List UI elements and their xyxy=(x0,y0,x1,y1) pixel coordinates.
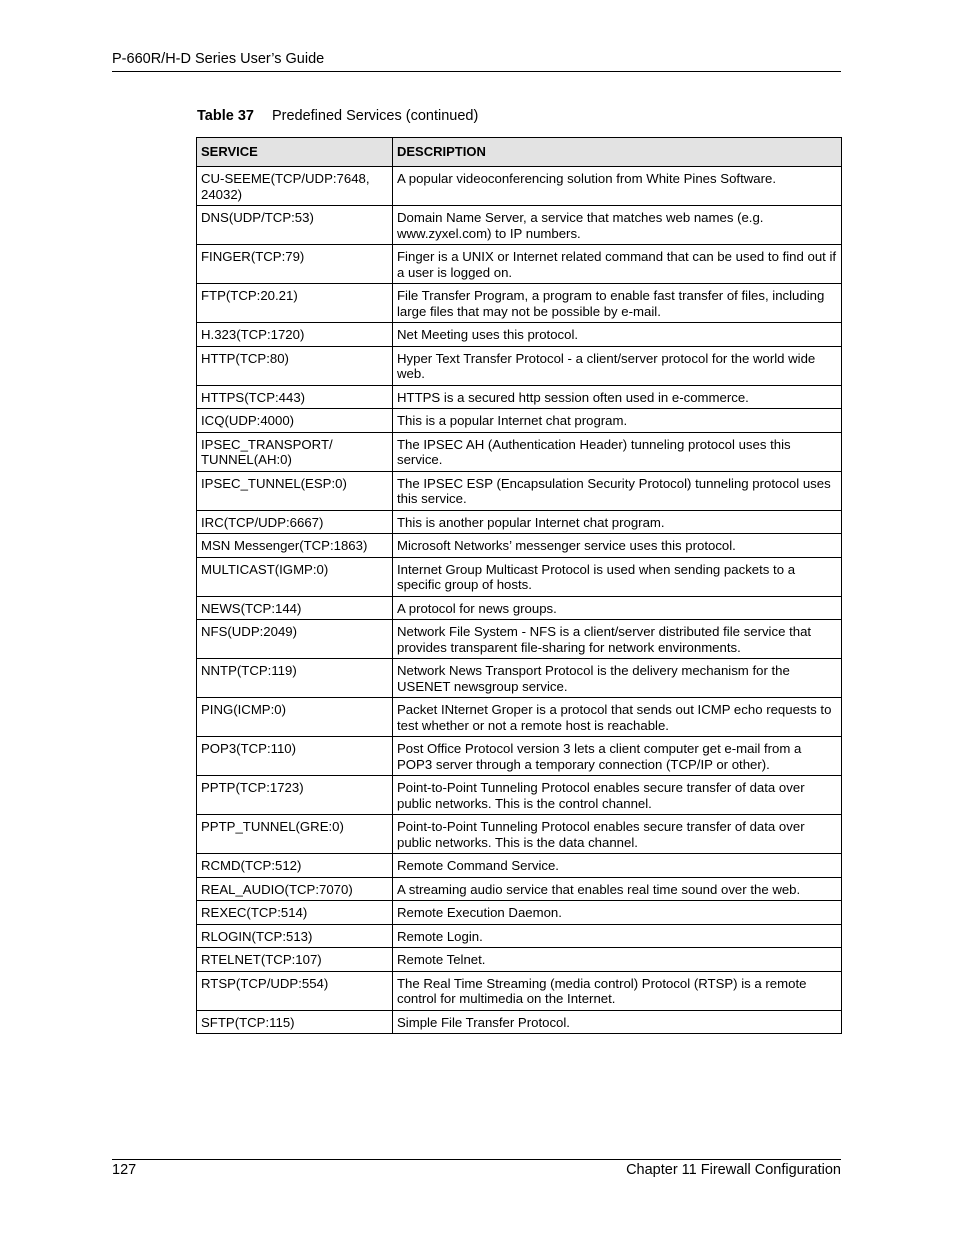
service-cell: NNTP(TCP:119) xyxy=(197,659,393,698)
table-header-row xyxy=(197,138,842,167)
service-cell: HTTP(TCP:80) xyxy=(197,346,393,385)
predefined-services-table xyxy=(196,137,842,1034)
description-cell: Network News Transport Protocol is the delivery mechanism for the USENET newsgroup service. xyxy=(393,659,842,698)
service-cell: POP3(TCP:110) xyxy=(197,737,393,776)
service-cell: MSN Messenger(TCP:1863) xyxy=(197,534,393,558)
description-cell: Point-to-Point Tunneling Protocol enables secure transfer of data over public networks. This is the control channel. xyxy=(393,776,842,815)
table-row xyxy=(197,510,842,534)
description-cell: This is a popular Internet chat program. xyxy=(393,409,842,433)
chapter-title: Chapter 11 Firewall Configuration xyxy=(626,1162,841,1178)
table-caption-text: Predefined Services (continued) xyxy=(271,108,479,124)
service-cell: CU-SEEME(TCP/UDP:7648, 24032) xyxy=(197,167,393,206)
service-cell: IPSEC_TUNNEL(ESP:0) xyxy=(197,471,393,510)
description-cell: Point-to-Point Tunneling Protocol enables secure transfer of data over public networks. This is the data channel. xyxy=(393,815,842,854)
table-row xyxy=(197,596,842,620)
description-cell: Network File System - NFS is a client/server distributed file service that provides transparent file-sharing for network environments. xyxy=(393,620,842,659)
description-cell: Remote Login. xyxy=(393,924,842,948)
description-cell: A protocol for news groups. xyxy=(393,596,842,620)
table-row xyxy=(197,659,842,698)
description-cell: Hyper Text Transfer Protocol - a client/server protocol for the world wide web. xyxy=(393,346,842,385)
description-cell: The Real Time Streaming (media control) Protocol (RTSP) is a remote control for multimedia on the Internet. xyxy=(393,971,842,1010)
footer-divider xyxy=(112,1159,841,1160)
table-row xyxy=(197,245,842,284)
service-cell: MULTICAST(IGMP:0) xyxy=(197,557,393,596)
table-row xyxy=(197,901,842,925)
table-row xyxy=(197,346,842,385)
running-header-title: P-660R/H-D Series User’s Guide xyxy=(112,51,325,67)
service-cell: DNS(UDP/TCP:53) xyxy=(197,206,393,245)
description-cell: A popular videoconferencing solution from White Pines Software. xyxy=(393,167,842,206)
column-header-service: SERVICE xyxy=(197,138,393,167)
service-cell: RLOGIN(TCP:513) xyxy=(197,924,393,948)
table-row xyxy=(197,167,842,206)
table-row xyxy=(197,557,842,596)
table-row xyxy=(197,385,842,409)
description-cell: A streaming audio service that enables real time sound over the web. xyxy=(393,877,842,901)
service-cell: NFS(UDP:2049) xyxy=(197,620,393,659)
table-row xyxy=(197,620,842,659)
description-cell: Finger is a UNIX or Internet related command that can be used to find out if a user is logged on. xyxy=(393,245,842,284)
table-row xyxy=(197,924,842,948)
table-caption xyxy=(197,108,478,124)
table-row xyxy=(197,1010,842,1034)
page-number: 127 xyxy=(112,1162,137,1178)
description-cell: Net Meeting uses this protocol. xyxy=(393,323,842,347)
description-cell: The IPSEC AH (Authentication Header) tunneling protocol uses this service. xyxy=(393,432,842,471)
table-row xyxy=(197,776,842,815)
description-cell: Internet Group Multicast Protocol is used when sending packets to a specific group of hosts. xyxy=(393,557,842,596)
table-row xyxy=(197,432,842,471)
service-cell: HTTPS(TCP:443) xyxy=(197,385,393,409)
description-cell: Remote Command Service. xyxy=(393,854,842,878)
header-divider xyxy=(112,71,841,72)
description-cell: The IPSEC ESP (Encapsulation Security Protocol) tunneling protocol uses this service. xyxy=(393,471,842,510)
table-row xyxy=(197,534,842,558)
description-cell: Remote Execution Daemon. xyxy=(393,901,842,925)
service-cell: H.323(TCP:1720) xyxy=(197,323,393,347)
table-row xyxy=(197,409,842,433)
table-body xyxy=(197,167,842,1034)
description-cell: File Transfer Program, a program to enable fast transfer of files, including large files that may not be possible by e-mail. xyxy=(393,284,842,323)
service-cell: PPTP(TCP:1723) xyxy=(197,776,393,815)
service-cell: SFTP(TCP:115) xyxy=(197,1010,393,1034)
table-row xyxy=(197,877,842,901)
table-row xyxy=(197,815,842,854)
description-cell: Simple File Transfer Protocol. xyxy=(393,1010,842,1034)
description-cell: Post Office Protocol version 3 lets a client computer get e-mail from a POP3 server through a temporary connection (TCP/IP or other). xyxy=(393,737,842,776)
table-row xyxy=(197,284,842,323)
table-row xyxy=(197,323,842,347)
description-cell: Domain Name Server, a service that matches web names (e.g. www.zyxel.com) to IP numbers. xyxy=(393,206,842,245)
table-row xyxy=(197,971,842,1010)
table-row xyxy=(197,471,842,510)
table-row xyxy=(197,206,842,245)
service-cell: REXEC(TCP:514) xyxy=(197,901,393,925)
table-caption-number: Table 37 xyxy=(197,108,254,124)
service-cell: RTSP(TCP/UDP:554) xyxy=(197,971,393,1010)
service-cell: IPSEC_TRANSPORT/ TUNNEL(AH:0) xyxy=(197,432,393,471)
description-cell: Packet INternet Groper is a protocol that sends out ICMP echo requests to test whether or not a remote host is reachable. xyxy=(393,698,842,737)
table-row xyxy=(197,854,842,878)
table-row xyxy=(197,948,842,972)
description-cell: Remote Telnet. xyxy=(393,948,842,972)
service-cell: NEWS(TCP:144) xyxy=(197,596,393,620)
service-cell: PING(ICMP:0) xyxy=(197,698,393,737)
service-cell: PPTP_TUNNEL(GRE:0) xyxy=(197,815,393,854)
service-cell: REAL_AUDIO(TCP:7070) xyxy=(197,877,393,901)
service-cell: FINGER(TCP:79) xyxy=(197,245,393,284)
service-cell: RTELNET(TCP:107) xyxy=(197,948,393,972)
description-cell: This is another popular Internet chat program. xyxy=(393,510,842,534)
description-cell: HTTPS is a secured http session often used in e-commerce. xyxy=(393,385,842,409)
service-cell: ICQ(UDP:4000) xyxy=(197,409,393,433)
service-cell: IRC(TCP/UDP:6667) xyxy=(197,510,393,534)
table-row xyxy=(197,737,842,776)
service-cell: FTP(TCP:20.21) xyxy=(197,284,393,323)
description-cell: Microsoft Networks’ messenger service uses this protocol. xyxy=(393,534,842,558)
column-header-description: DESCRIPTION xyxy=(393,138,842,167)
service-cell: RCMD(TCP:512) xyxy=(197,854,393,878)
table-row xyxy=(197,698,842,737)
